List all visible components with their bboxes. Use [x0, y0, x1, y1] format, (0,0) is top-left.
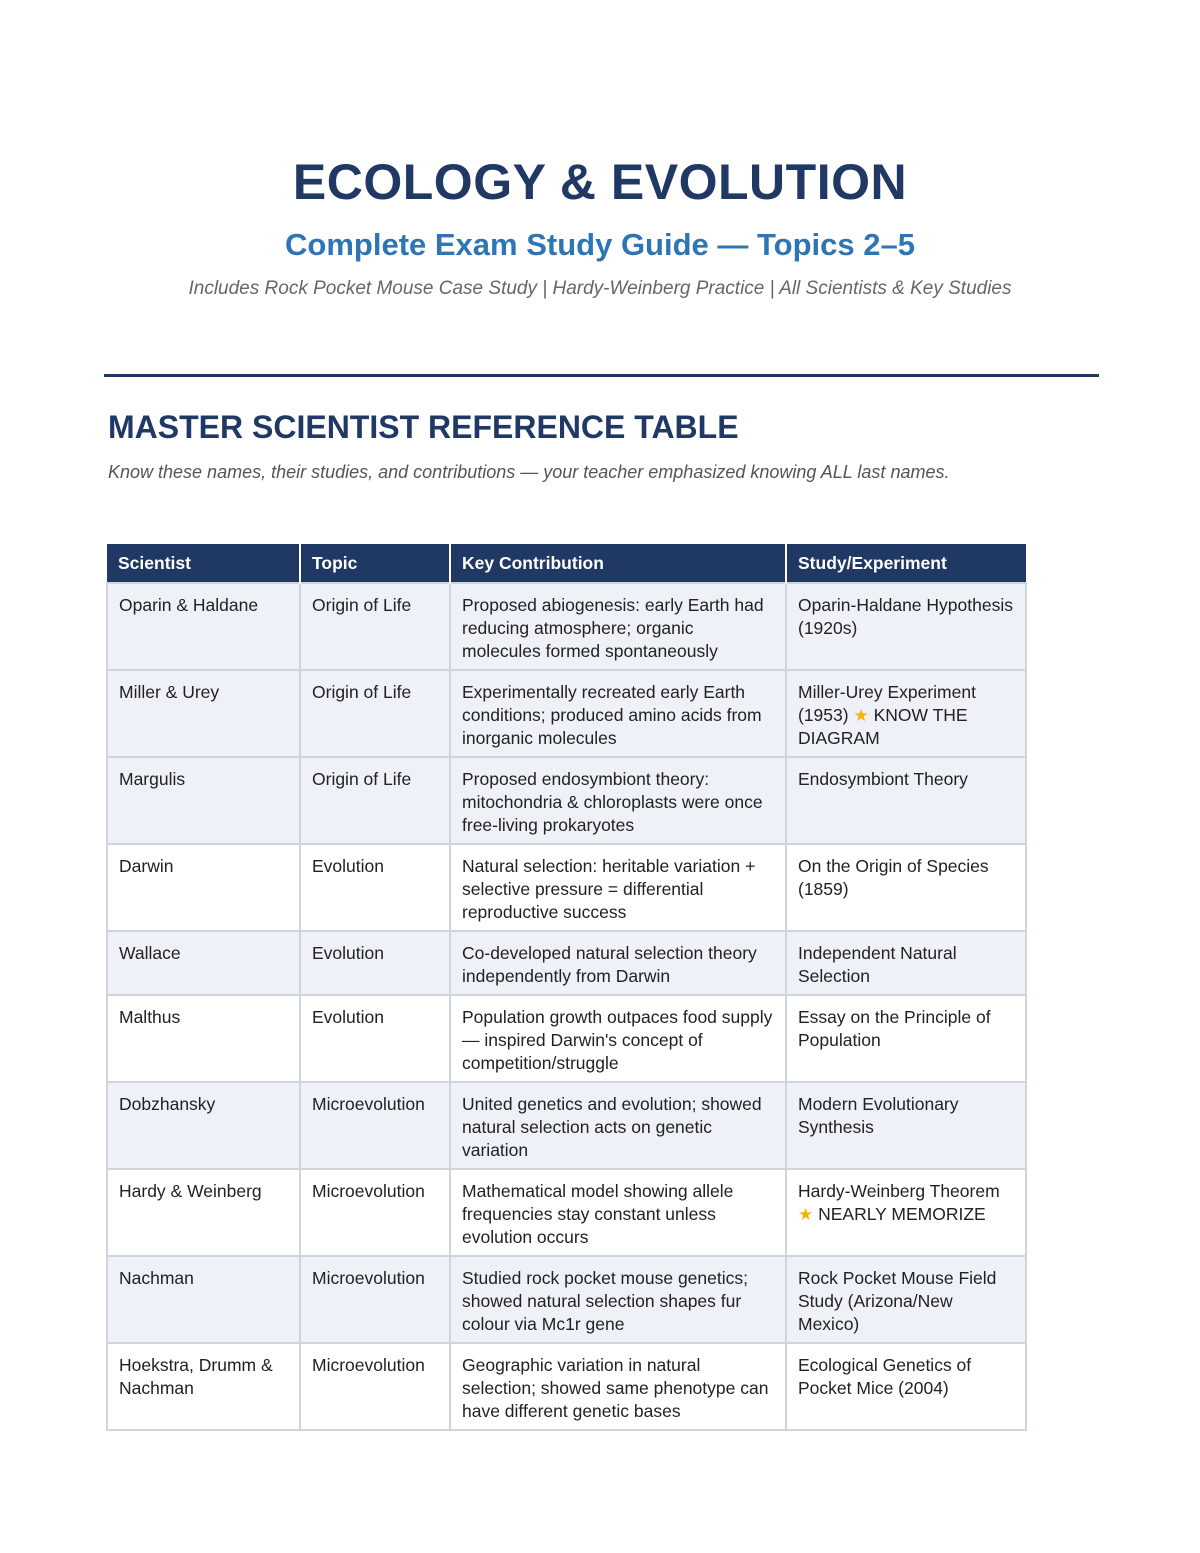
- cell-study: Essay on the Principle of Population: [786, 995, 1026, 1082]
- table-row: [107, 844, 1026, 931]
- cell-study: Oparin-Haldane Hypothesis (1920s): [786, 583, 1026, 670]
- cell-topic: Origin of Life: [300, 583, 450, 670]
- star-icon: ★: [798, 1205, 814, 1224]
- table-row: [107, 931, 1026, 995]
- cell-scientist: Malthus: [107, 995, 300, 1082]
- cell-topic: Microevolution: [300, 1256, 450, 1343]
- cell-scientist: Miller & Urey: [107, 670, 300, 757]
- cell-study: On the Origin of Species (1859): [786, 844, 1026, 931]
- cell-scientist: Hoekstra, Drumm & Nachman: [107, 1343, 300, 1430]
- document-title: ECOLOGY & EVOLUTION: [292, 154, 908, 210]
- cell-topic: Evolution: [300, 844, 450, 931]
- table-row: [107, 1343, 1026, 1430]
- cell-study: Independent Natural Selection: [786, 931, 1026, 995]
- column-header-topic: Topic: [300, 544, 450, 583]
- cell-topic: Evolution: [300, 995, 450, 1082]
- cell-study: Modern Evolutionary Synthesis: [786, 1082, 1026, 1169]
- table-row: [107, 1082, 1026, 1169]
- cell-contribution: Studied rock pocket mouse genetics; showed natural selection shapes fur colour via Mc1r gene: [450, 1256, 786, 1343]
- table-row: [107, 583, 1026, 670]
- cell-scientist: Wallace: [107, 931, 300, 995]
- cell-scientist: Oparin & Haldane: [107, 583, 300, 670]
- cell-topic: Evolution: [300, 931, 450, 995]
- study-text: Miller-Urey Experiment (1953): [798, 682, 976, 725]
- section-note: Know these names, their studies, and contributions — your teacher emphasized knowing ALL last names.: [108, 462, 950, 482]
- cell-contribution: Geographic variation in natural selection; showed same phenotype can have different genetic bases: [450, 1343, 786, 1430]
- cell-contribution: Mathematical model showing allele frequencies stay constant unless evolution occurs: [450, 1169, 786, 1256]
- cell-topic: Origin of Life: [300, 670, 450, 757]
- cell-study: Rock Pocket Mouse Field Study (Arizona/New Mexico): [786, 1256, 1026, 1343]
- scientist-reference-table: [106, 544, 1027, 1431]
- column-header-scientist: Scientist: [107, 544, 300, 583]
- column-header-key-contribution: Key Contribution: [450, 544, 786, 583]
- cell-contribution: Proposed abiogenesis: early Earth had reducing atmosphere; organic molecules formed spontaneously: [450, 583, 786, 670]
- table-row: [107, 670, 1026, 757]
- table-row: [107, 757, 1026, 844]
- cell-topic: Microevolution: [300, 1343, 450, 1430]
- document-tagline: Includes Rock Pocket Mouse Case Study | Hardy-Weinberg Practice | All Scientists & Key Studies: [188, 278, 1012, 299]
- header-divider: [104, 374, 1099, 377]
- cell-scientist: Hardy & Weinberg: [107, 1169, 300, 1256]
- study-note: KNOW THE DIAGRAM: [798, 705, 968, 748]
- cell-topic: Microevolution: [300, 1169, 450, 1256]
- study-note: NEARLY MEMORIZE: [818, 1204, 986, 1224]
- cell-contribution: Co-developed natural selection theory independently from Darwin: [450, 931, 786, 995]
- document-subtitle: Complete Exam Study Guide — Topics 2–5: [285, 227, 915, 262]
- cell-study: Ecological Genetics of Pocket Mice (2004): [786, 1343, 1026, 1430]
- cell-study: [786, 1169, 1026, 1256]
- cell-topic: Origin of Life: [300, 757, 450, 844]
- cell-contribution: Natural selection: heritable variation + selective pressure = differential reproductive success: [450, 844, 786, 931]
- cell-scientist: Margulis: [107, 757, 300, 844]
- table-row: [107, 995, 1026, 1082]
- section-heading: MASTER SCIENTIST REFERENCE TABLE: [108, 409, 739, 445]
- star-icon: ★: [853, 706, 869, 725]
- column-header-study-experiment: Study/Experiment: [786, 544, 1026, 583]
- cell-study: Endosymbiont Theory: [786, 757, 1026, 844]
- cell-scientist: Darwin: [107, 844, 300, 931]
- cell-scientist: Dobzhansky: [107, 1082, 300, 1169]
- cell-topic: Microevolution: [300, 1082, 450, 1169]
- table-row: [107, 1169, 1026, 1256]
- study-text: Hardy-Weinberg Theorem: [798, 1181, 1000, 1201]
- table-header-row: [107, 544, 1026, 583]
- cell-contribution: Proposed endosymbiont theory: mitochondria & chloroplasts were once free-living prokaryotes: [450, 757, 786, 844]
- cell-contribution: Population growth outpaces food supply — inspired Darwin's concept of competition/struggle: [450, 995, 786, 1082]
- cell-study: [786, 670, 1026, 757]
- cell-contribution: United genetics and evolution; showed natural selection acts on genetic variation: [450, 1082, 786, 1169]
- cell-scientist: Nachman: [107, 1256, 300, 1343]
- cell-contribution: Experimentally recreated early Earth conditions; produced amino acids from inorganic molecules: [450, 670, 786, 757]
- table-row: [107, 1256, 1026, 1343]
